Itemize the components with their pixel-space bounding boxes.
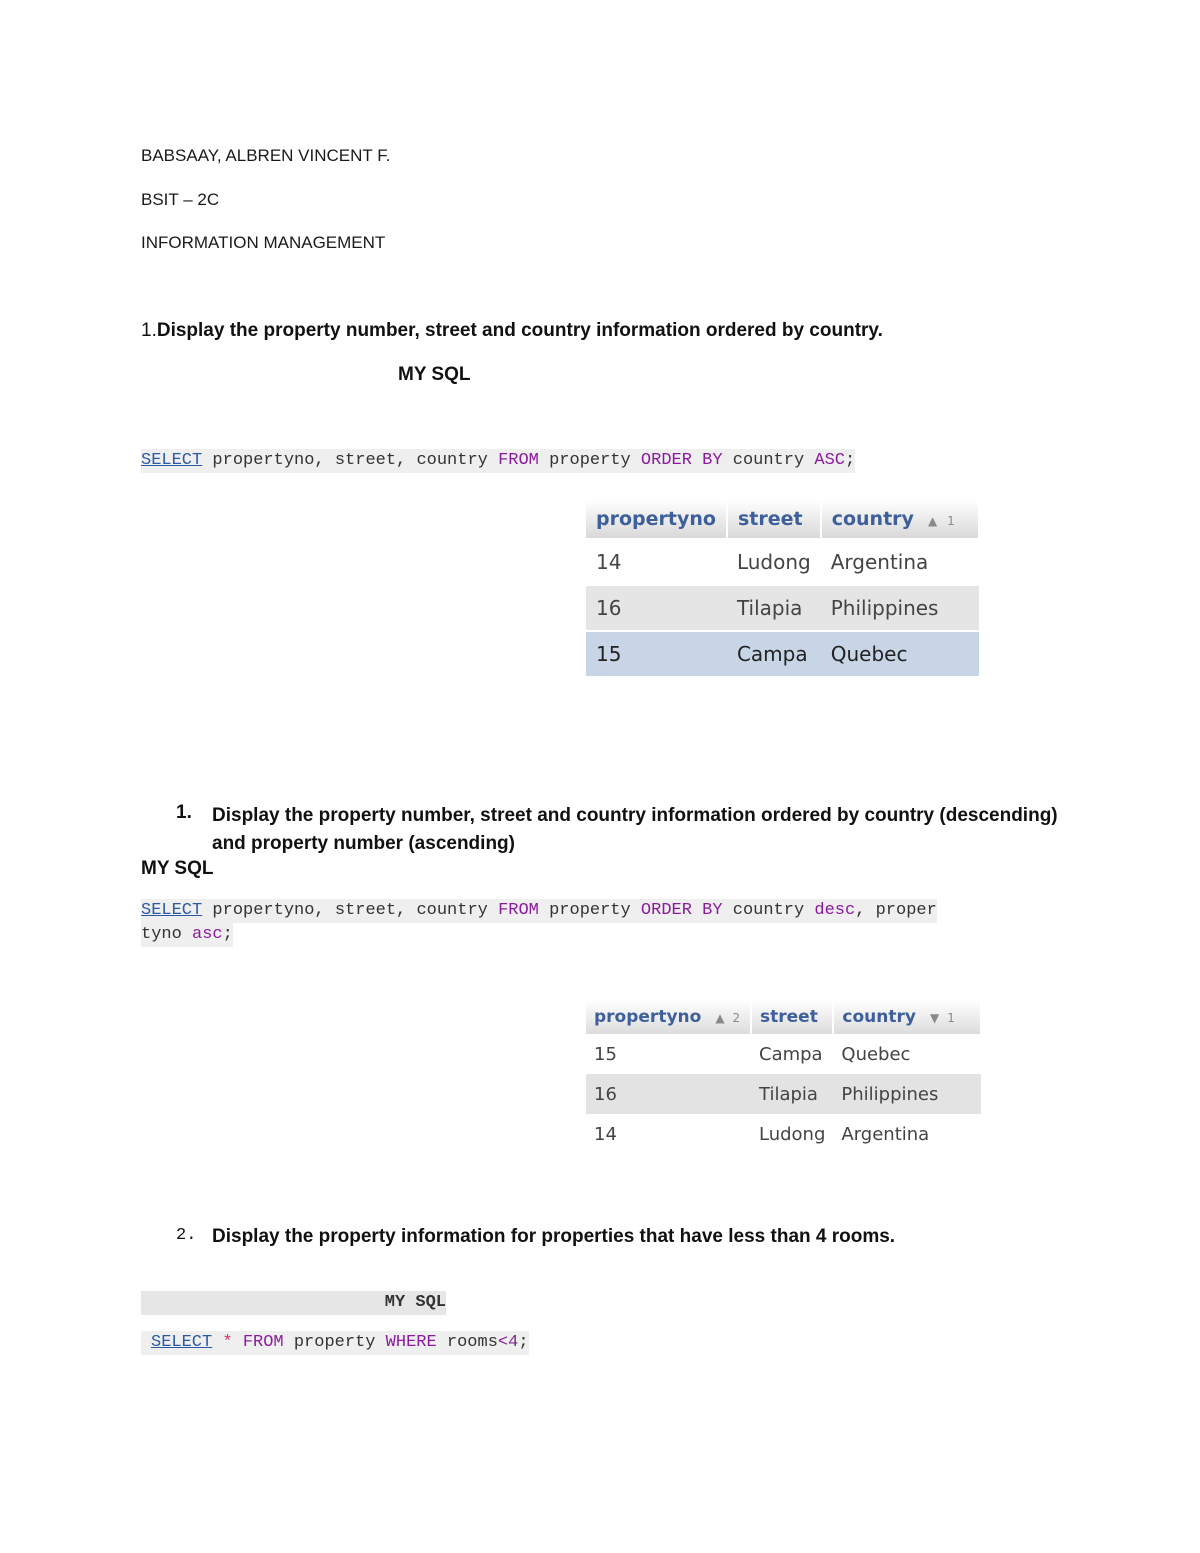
sql-terminator: ; <box>518 1333 529 1352</box>
cell-street: Tilapia <box>751 1074 833 1114</box>
cell-propertyno: 14 <box>586 539 727 585</box>
triangle-up-icon: ▲ <box>715 1011 725 1025</box>
sql-keyword-select[interactable]: SELECT <box>141 901 203 920</box>
column-header-country[interactable] <box>821 500 979 539</box>
question-2-text-line-2: and property number (ascending) <box>212 833 515 854</box>
cell-street: Tilapia <box>727 585 821 631</box>
cell-country: Argentina <box>821 539 979 585</box>
column-header-country[interactable] <box>833 1000 981 1034</box>
cell-street: Campa <box>751 1034 833 1074</box>
question-1-text: Display the property number, street and country information ordered by country. <box>156 320 883 341</box>
column-header-country-label: country <box>842 1007 916 1027</box>
cell-country: Philippines <box>833 1074 981 1114</box>
question-2-text <box>212 802 1072 858</box>
sql-terminator: ; <box>844 451 856 470</box>
table-row[interactable] <box>586 1034 981 1074</box>
question-2-sql-line-1 <box>141 899 937 923</box>
question-1-number: 1. <box>141 320 157 341</box>
question-3-sql <box>141 1331 529 1355</box>
table-row[interactable] <box>586 1074 981 1114</box>
cell-propertyno: 16 <box>586 585 727 631</box>
column-header-propertyno[interactable] <box>586 1000 751 1034</box>
cell-street: Campa <box>727 631 821 676</box>
sql-keyword-order-by: ORDER BY <box>640 451 723 470</box>
result-table-1 <box>586 500 980 676</box>
sql-keyword-select[interactable]: SELECT <box>151 1333 213 1352</box>
sql-keyword-where: WHERE <box>385 1333 437 1352</box>
sql-order-column: country <box>722 901 815 920</box>
question-3-text: Display the property information for properties that have less than 4 rooms. <box>212 1226 896 1247</box>
subject-title: INFORMATION MANAGEMENT <box>141 233 386 252</box>
question-2-text-line-1: Display the property number, street and country information ordered by country (descending) <box>212 805 1058 826</box>
sql-star: * <box>212 1333 233 1352</box>
cell-propertyno: 15 <box>586 1034 751 1074</box>
cell-propertyno: 15 <box>586 631 727 676</box>
sql-keyword-select[interactable]: SELECT <box>141 451 203 470</box>
question-1-sql <box>141 449 855 473</box>
cell-propertyno: 14 <box>586 1114 751 1154</box>
column-header-street[interactable]: street <box>727 500 821 539</box>
column-header-propertyno[interactable]: propertyno <box>586 500 727 539</box>
sql-keyword-from: FROM <box>498 451 539 470</box>
sql-table: property <box>538 451 641 470</box>
cell-propertyno: 16 <box>586 1074 751 1114</box>
cell-street: Ludong <box>751 1114 833 1154</box>
question-2-sql-line-2 <box>141 923 233 947</box>
sort-order-number: 1 <box>947 1011 955 1025</box>
cell-country: Argentina <box>833 1114 981 1154</box>
table-header-row <box>586 500 979 539</box>
sql-terminator: ; <box>222 925 233 944</box>
table-row[interactable] <box>586 1114 981 1154</box>
cell-country: Quebec <box>833 1034 981 1074</box>
question-1-dbms: MY SQL <box>398 364 471 385</box>
question-2-number: 1. <box>176 802 192 823</box>
sql-order-column: country <box>722 451 815 470</box>
table-row[interactable] <box>586 539 979 585</box>
triangle-down-icon: ▼ <box>929 1011 940 1025</box>
sql-keyword-asc: ASC <box>814 451 845 470</box>
column-header-propertyno-label: propertyno <box>594 1007 702 1027</box>
sql-number: 4 <box>508 1333 519 1352</box>
student-name: BABSAAY, ALBREN VINCENT F. <box>141 146 391 165</box>
triangle-up-icon: ▲ <box>927 514 938 528</box>
question-3-dbms: MY SQL <box>141 1291 446 1315</box>
sql-keyword-asc: asc <box>192 925 223 944</box>
sql-order-column-2-end: tyno <box>141 925 193 944</box>
sql-operator: < <box>497 1333 509 1352</box>
sql-columns: propertyno, street, country <box>202 901 499 920</box>
result-table-2 <box>586 1000 982 1154</box>
cell-street: Ludong <box>727 539 821 585</box>
table-row[interactable] <box>586 585 979 631</box>
column-header-country-label: country <box>831 508 914 530</box>
question-2-dbms: MY SQL <box>141 858 214 879</box>
question-3-number: 2. <box>176 1226 197 1245</box>
sql-keyword-desc: desc <box>814 901 856 920</box>
cell-country: Philippines <box>821 585 979 631</box>
sql-column: rooms <box>436 1333 498 1352</box>
sql-table: property <box>283 1333 386 1352</box>
column-header-street[interactable]: street <box>751 1000 833 1034</box>
sql-table: property <box>538 901 641 920</box>
table-header-row <box>586 1000 981 1034</box>
sql-keyword-from: FROM <box>232 1333 284 1352</box>
sql-columns: propertyno, street, country <box>202 451 499 470</box>
student-section: BSIT – 2C <box>141 190 220 209</box>
cell-country: Quebec <box>821 631 979 676</box>
sort-order-number: 1 <box>947 514 955 528</box>
sql-keyword-from: FROM <box>498 901 539 920</box>
sql-keyword-order-by: ORDER BY <box>640 901 723 920</box>
question-1 <box>141 320 883 342</box>
sql-order-column-2-start: , proper <box>855 901 937 920</box>
sort-order-number: 2 <box>732 1011 741 1025</box>
table-row[interactable] <box>586 631 979 676</box>
